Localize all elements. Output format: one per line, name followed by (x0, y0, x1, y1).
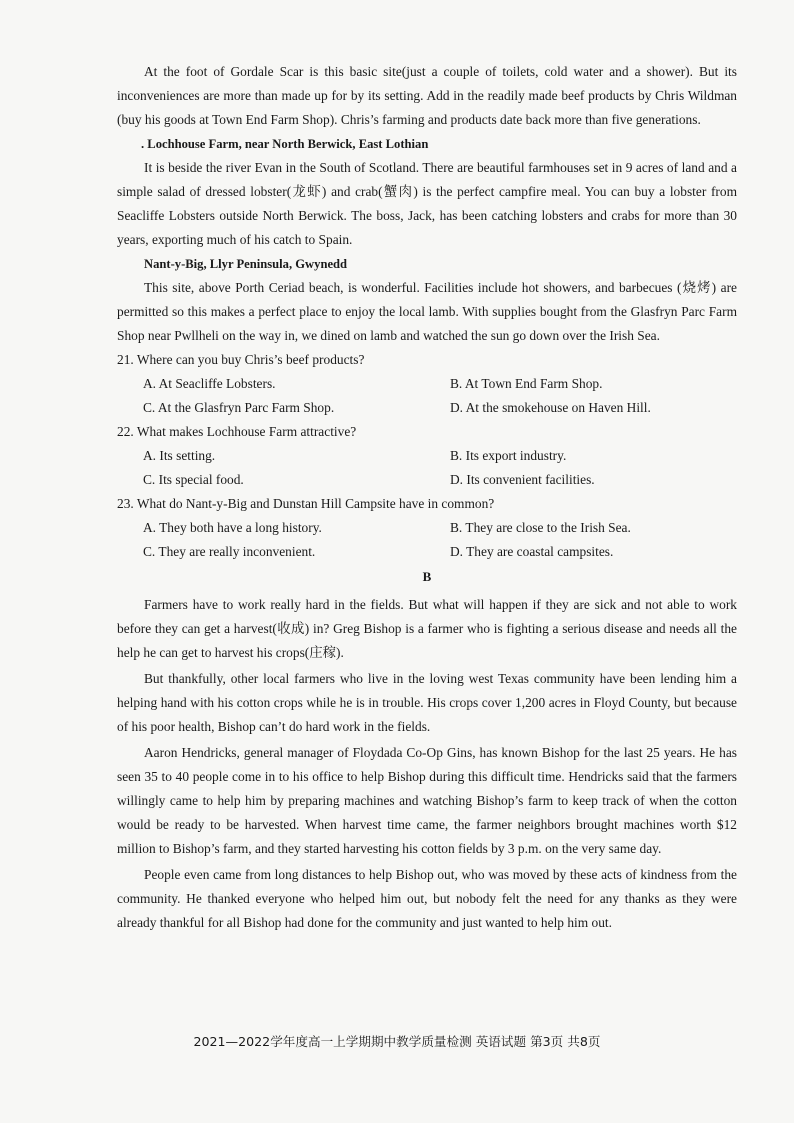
question-stem: 23. What do Nant-y-Big and Dunstan Hill Campsite have in common? (117, 496, 495, 511)
site-heading-lochhouse: . Lochhouse Farm, near North Berwick, East Lothian (141, 137, 429, 151)
option-b: B. They are close to the Irish Sea. (450, 520, 631, 535)
option-d: D. Its convenient facilities. (450, 472, 595, 487)
page-footer: 2021—2022学年度高一上学期期中教学质量检测 英语试题 第3页 共8页 (193, 1034, 601, 1049)
option-c: C. Its special food. (143, 472, 244, 487)
options (143, 372, 737, 420)
passage-b-paragraph: Aaron Hendricks, general manager of Floydada Co-Op Gins, has known Bishop for the last 25 years. He has seen 35 to 40 people come in to his office to help Bishop during this difficult time. Hendricks said that the farmers willingly came to help him by preparing machines and watching Bishop’s farm to keep track of when the cotton would be ready to be harvested. When harvest time came, the farmer neighbors brought machines worth $12 million to Bishop’s farm, and they started harvesting his cotton fields by 3 p.m. on the very same day. (117, 745, 737, 856)
options (143, 516, 737, 564)
option-b: B. Its export industry. (450, 448, 567, 463)
question-stem: 22. What makes Lochhouse Farm attractive? (117, 424, 357, 439)
option-b: B. At Town End Farm Shop. (450, 376, 603, 391)
option-c: C. At the Glasfryn Parc Farm Shop. (143, 400, 335, 415)
site-paragraph-lochhouse: It is beside the river Evan in the South of Scotland. There are beautiful farmhouses set in 9 acres of land and a simple salad of dressed lobster(龙虾) and crab(蟹肉) is the perfect campfire meal. You can buy a lobster from Seacliffe Lobsters outside North Berwick. The boss, Jack, has been catching lobsters and crabs for more than 30 years, exporting much of his catch to Spain. (117, 160, 737, 247)
question-22 (117, 420, 737, 492)
option-a: A. Its setting. (143, 448, 216, 463)
question-23 (117, 492, 737, 564)
option-d: D. They are coastal campsites. (450, 544, 614, 559)
site-heading-nant-y-big: Nant-y-Big, Llyr Peninsula, Gwynedd (144, 257, 348, 271)
option-a: A. At Seacliffe Lobsters. (143, 376, 276, 391)
passage-b-paragraph: People even came from long distances to help Bishop out, who was moved by these acts of kindness from the community. He thanked everyone who helped him out, but nobody felt the need for any thanks as they were already thankful for all Bishop had done for the community and just wanted to help him out. (117, 867, 737, 930)
passage-b-paragraph: Farmers have to work really hard in the fields. But what will happen if they are sick and not able to work before they can get a harvest(收成) in? Greg Bishop is a farmer who is fighting a serious disease and needs all the help he can get to harvest his crops(庄稼). (117, 597, 737, 660)
site-paragraph-nant-y-big: This site, above Porth Ceriad beach, is wonderful. Facilities include hot showers, and barbecues (烧烤) are permitted so this makes a perfect place to enjoy the local lamb. With supplies bought from the Glasfryn Parc Farm Shop near Pwllheli on the way in, we dined on lamb and watched the sun go down over the Irish Sea. (117, 280, 737, 343)
section-b-label: B (422, 569, 432, 584)
page-content (117, 60, 737, 935)
option-d: D. At the smokehouse on Haven Hill. (450, 400, 651, 415)
passage-a-intro: At the foot of Gordale Scar is this basic site(just a couple of toilets, cold water and a shower). But its inconveniences are more than made up for by its setting. Add in the readily made beef products by Chris Wildman (buy his goods at Town End Farm Shop). Chris’s farming and products date back more than five generations. (117, 64, 737, 127)
passage-b-paragraph: But thankfully, other local farmers who live in the loving west Texas community have been lending him a helping hand with his cotton crops while he is in trouble. His crops cover 1,200 acres in Floyd County, but because of his poor health, Bishop can’t do hard work in the fields. (117, 671, 737, 734)
options (143, 444, 737, 492)
question-21 (117, 348, 737, 420)
question-stem: 21. Where can you buy Chris’s beef products? (117, 352, 365, 367)
option-c: C. They are really inconvenient. (143, 544, 316, 559)
option-a: A. They both have a long history. (143, 520, 322, 535)
